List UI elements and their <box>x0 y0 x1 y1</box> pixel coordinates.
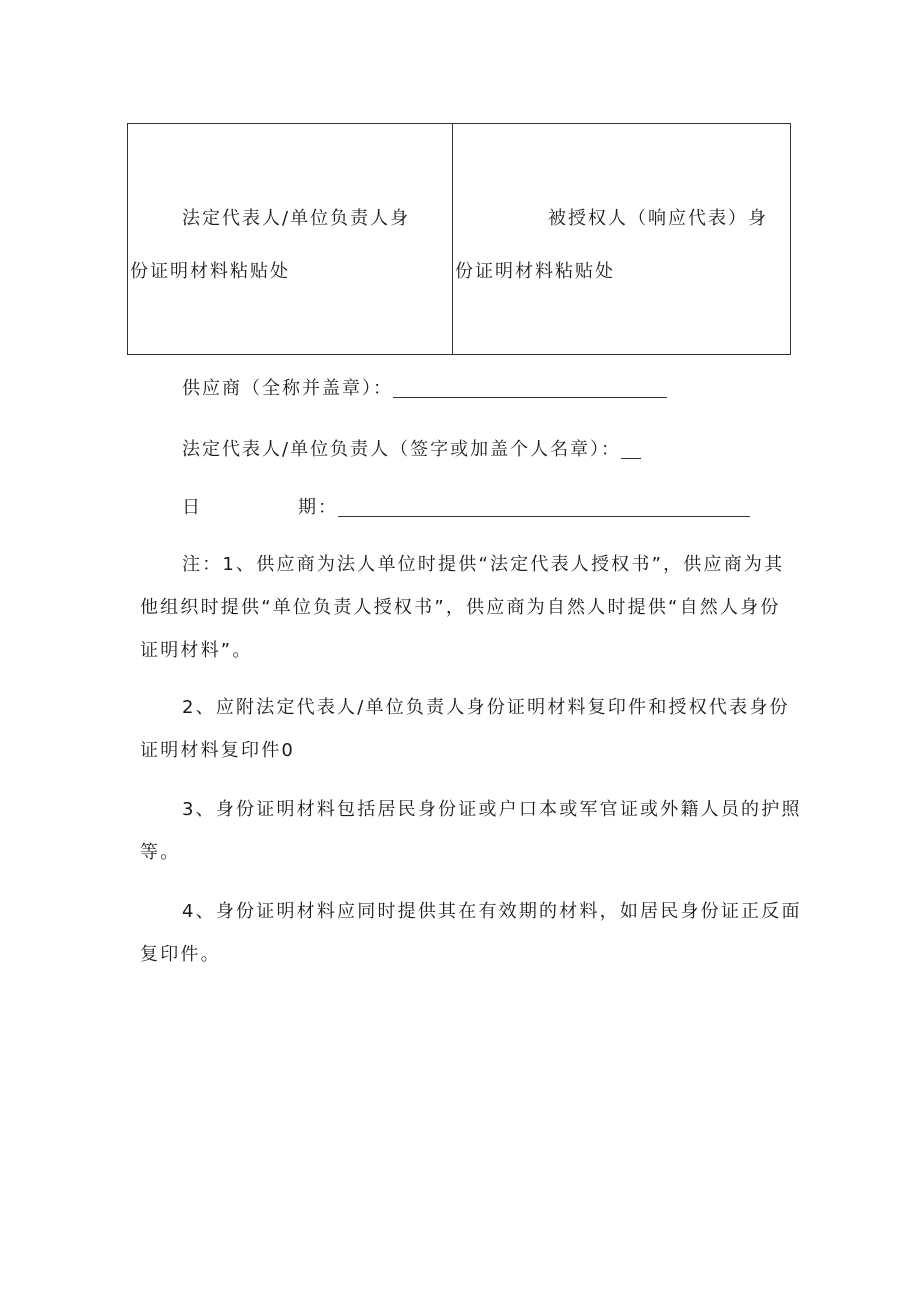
supplier-label: 供应商（全称并盖章）： <box>182 378 393 399</box>
legal-rep-blank[interactable] <box>621 438 641 459</box>
authorized-rep-id-paste-area <box>453 124 790 354</box>
note-1-line-2: 他组织时提供“单位负责人授权书”，供应商为自然人时提供“自然人身份 <box>140 597 781 618</box>
supplier-signature-line <box>182 374 667 400</box>
note-4-line-2: 复印件。 <box>140 944 221 965</box>
authorized-rep-cell-line2: 份证明材料粘贴处 <box>455 261 615 282</box>
date-char-1: 日 <box>182 497 202 518</box>
id-paste-table <box>127 123 791 355</box>
note-3-line-2: 等。 <box>140 842 181 863</box>
note-2-line-2: 证明材料复印件0 <box>140 740 296 761</box>
note-3-line-1: 3、身份证明材料包括居民身份证或户口本或军官证或外籍人员的护照 <box>182 799 802 820</box>
supplier-blank[interactable] <box>393 377 667 398</box>
note-4-line-1: 4、身份证明材料应同时提供其在有效期的材料，如居民身份证正反面 <box>182 901 802 922</box>
legal-rep-label: 法定代表人/单位负责人（签字或加盖个人名章）： <box>182 439 622 460</box>
date-blank[interactable] <box>338 496 750 517</box>
date-label: 期： <box>298 497 338 518</box>
legal-rep-cell-line2: 份证明材料粘贴处 <box>130 261 290 282</box>
authorized-rep-cell-line1: 被授权人（响应代表）身 <box>548 208 768 229</box>
legal-rep-cell-line1: 法定代表人/单位负责人身 <box>182 208 411 229</box>
date-line <box>182 493 750 519</box>
legal-rep-id-paste-area <box>128 124 453 354</box>
legal-rep-signature-line <box>182 435 641 461</box>
note-2-line-1: 2、应附法定代表人/单位负责人身份证明材料复印件和授权代表身份 <box>182 697 790 718</box>
note-1-line-1: 注：1、供应商为法人单位时提供“法定代表人授权书”，供应商为其 <box>182 554 785 575</box>
note-1-line-3: 证明材料”。 <box>140 640 253 661</box>
